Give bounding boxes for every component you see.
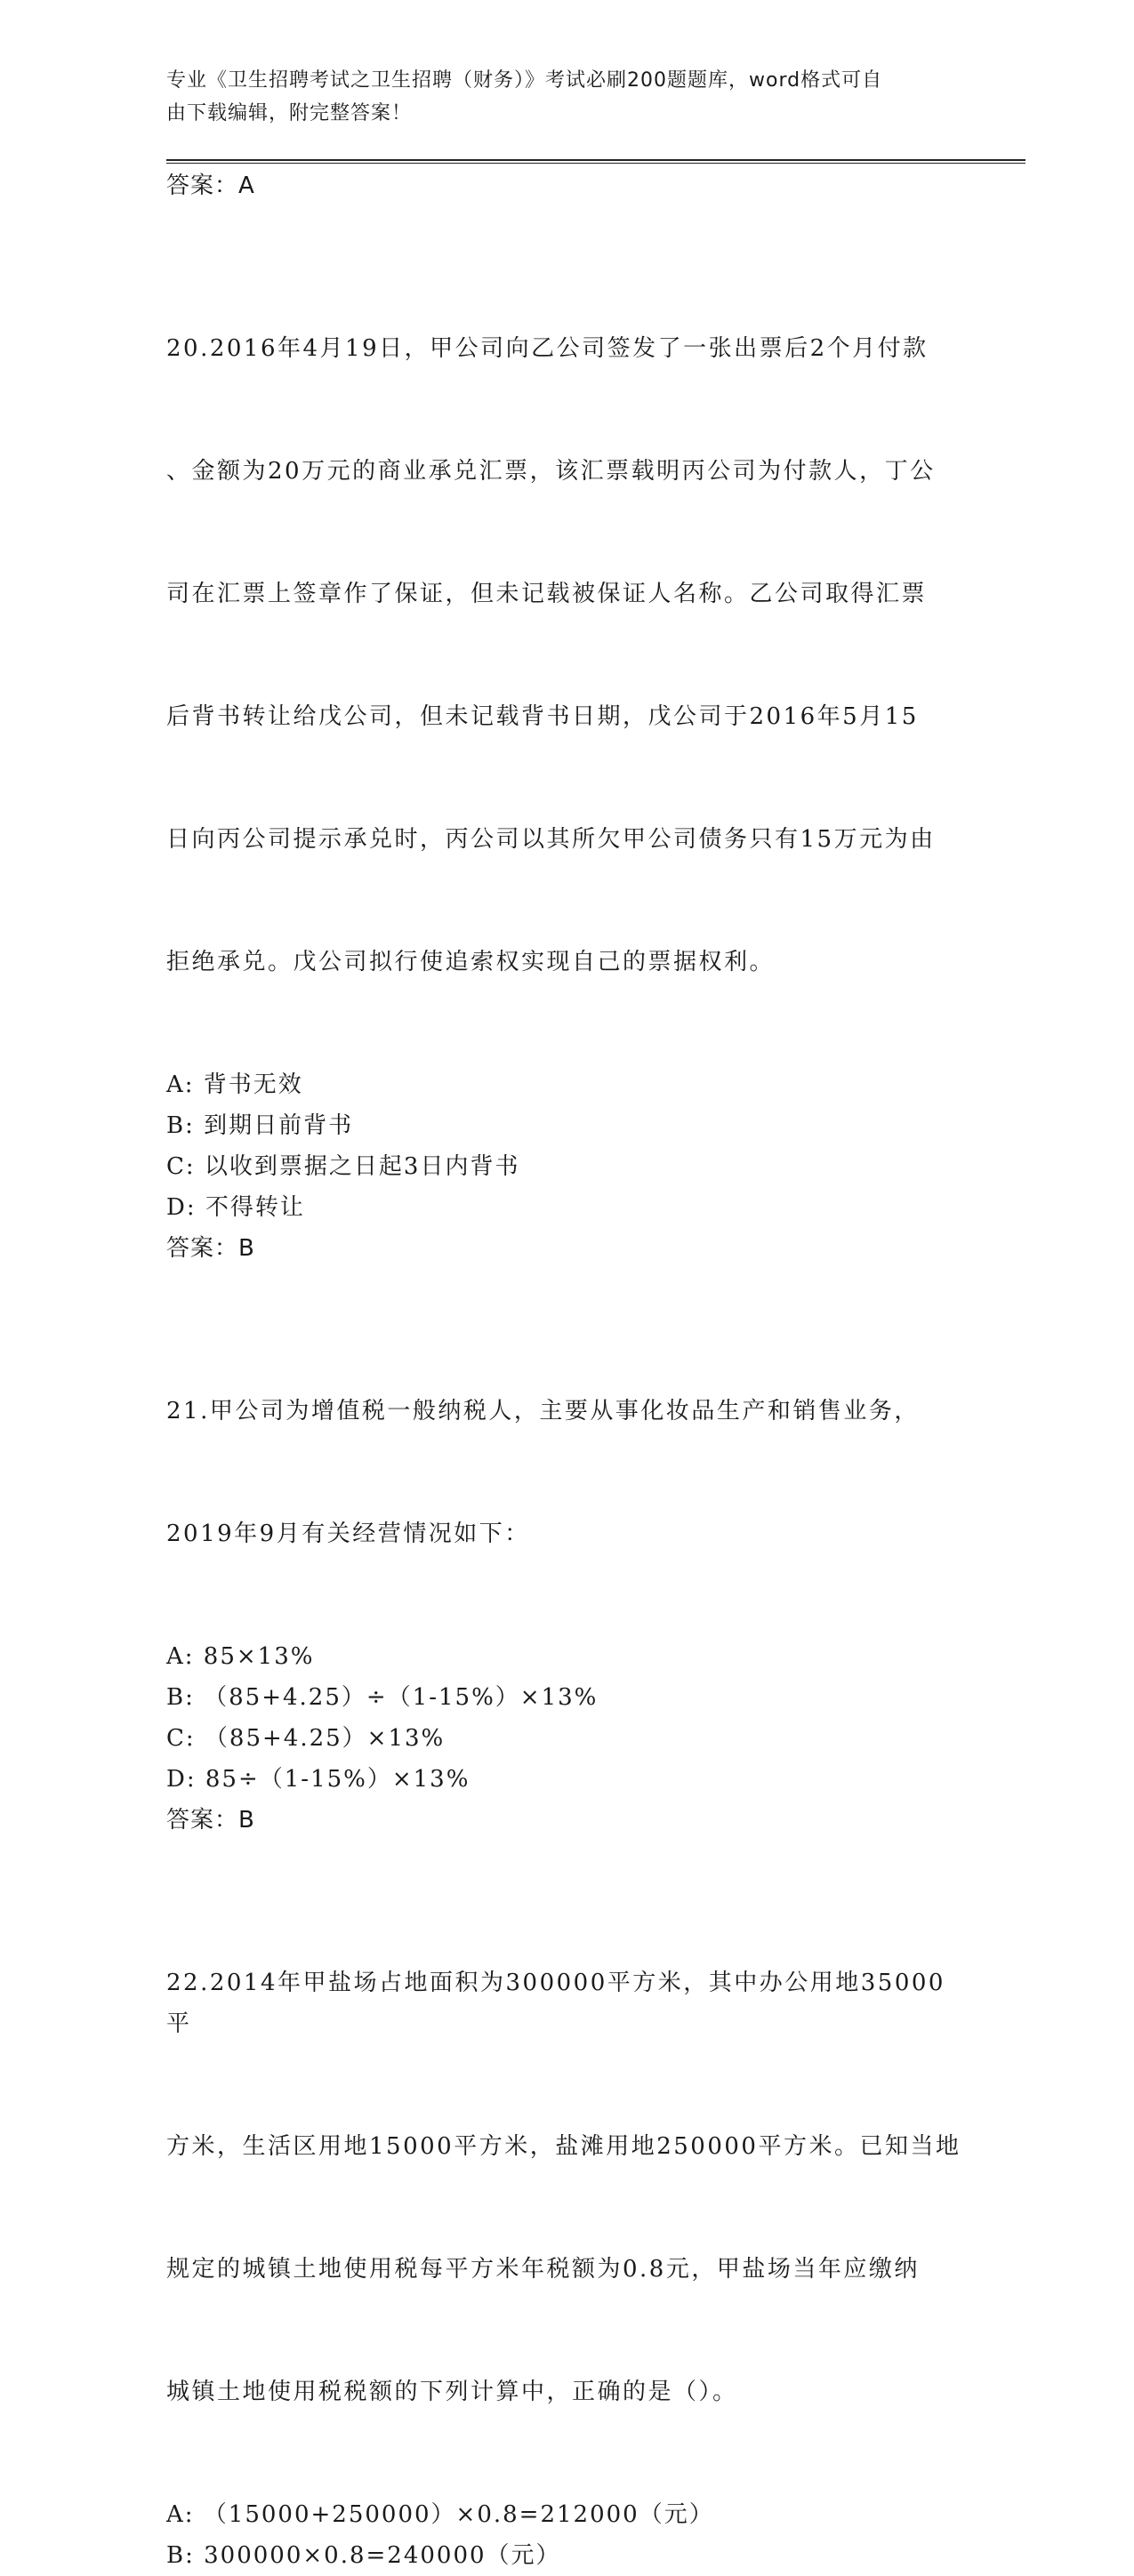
stem-line: 城镇土地使用税税额的下列计算中，正确的是（）。 [166,2379,738,2405]
stem-line: 后背书转让给戊公司，但未记载背书日期，戊公司于2016年5月15 [166,703,919,730]
answer-19: 答案：A [166,173,255,199]
stem-line: 司在汇票上签章作了保证，但未记载被保证人名称。乙公司取得汇票 [166,581,928,607]
option-a: A: 85×13% [166,1643,315,1670]
option-b: B: （85+4.25）÷（1-15%）×13% [166,1684,599,1711]
option-b: B: 300000×0.8=240000（元） [166,2542,561,2569]
document-body [166,165,967,2576]
question-20 [166,246,967,1269]
option-b: B: 到期日前背书 [166,1112,354,1139]
stem-line: 拒绝承兑。戊公司拟行使追索权实现自己的票据权利。 [166,949,776,975]
stem-line: 日向丙公司提示承兑时，丙公司以其所欠甲公司债务只有15万元为由 [166,826,936,853]
question-stem [166,246,967,1064]
stem-line: 、金额为20万元的商业承兑汇票，该汇票载明丙公司为付款人，丁公 [166,458,936,485]
header-divider [166,159,1025,161]
header-divider-thin [166,163,1025,164]
stem-line: 22.2014年甲盐场占地面积为300000平方米，其中办公用地35000平 [166,1970,945,2037]
question-stem [166,1309,967,1636]
stem-line: 21.甲公司为增值税一般纳税人，主要从事化妆品生产和销售业务， [166,1398,920,1424]
stem-line: 方米，生活区用地15000平方米，盐滩用地250000平方米。已知当地 [166,2133,961,2160]
question-stem [166,1881,967,2494]
question-21 [166,1309,967,1841]
header-line-2: 由下载编辑，附完整答案！ [166,102,413,124]
page-header [166,64,967,130]
question-22 [166,1881,967,2576]
option-d: D: 85÷（1-15%）×13% [166,1766,470,1793]
stem-line: 2019年9月有关经营情况如下： [166,1521,530,1547]
header-line-1: 专业《卫生招聘考试之卫生招聘（财务）》考试必刷200题题库，word格式可自 [166,69,883,92]
option-c: C: （85+4.25）×13% [166,1725,446,1752]
option-c: C: 以收到票据之日起3日内背书 [166,1153,520,1180]
answer-21: 答案：B [166,1807,255,1834]
option-a: A: 背书无效 [166,1071,303,1098]
option-d: D: 不得转让 [166,1194,305,1221]
option-a: A: （15000+250000）×0.8=212000（元） [166,2501,714,2528]
stem-line: 20.2016年4月19日，甲公司向乙公司签发了一张出票后2个月付款 [166,335,929,362]
stem-line: 规定的城镇土地使用税每平方米年税额为0.8元，甲盐场当年应缴纳 [166,2256,920,2283]
answer-20: 答案：B [166,1235,255,1262]
